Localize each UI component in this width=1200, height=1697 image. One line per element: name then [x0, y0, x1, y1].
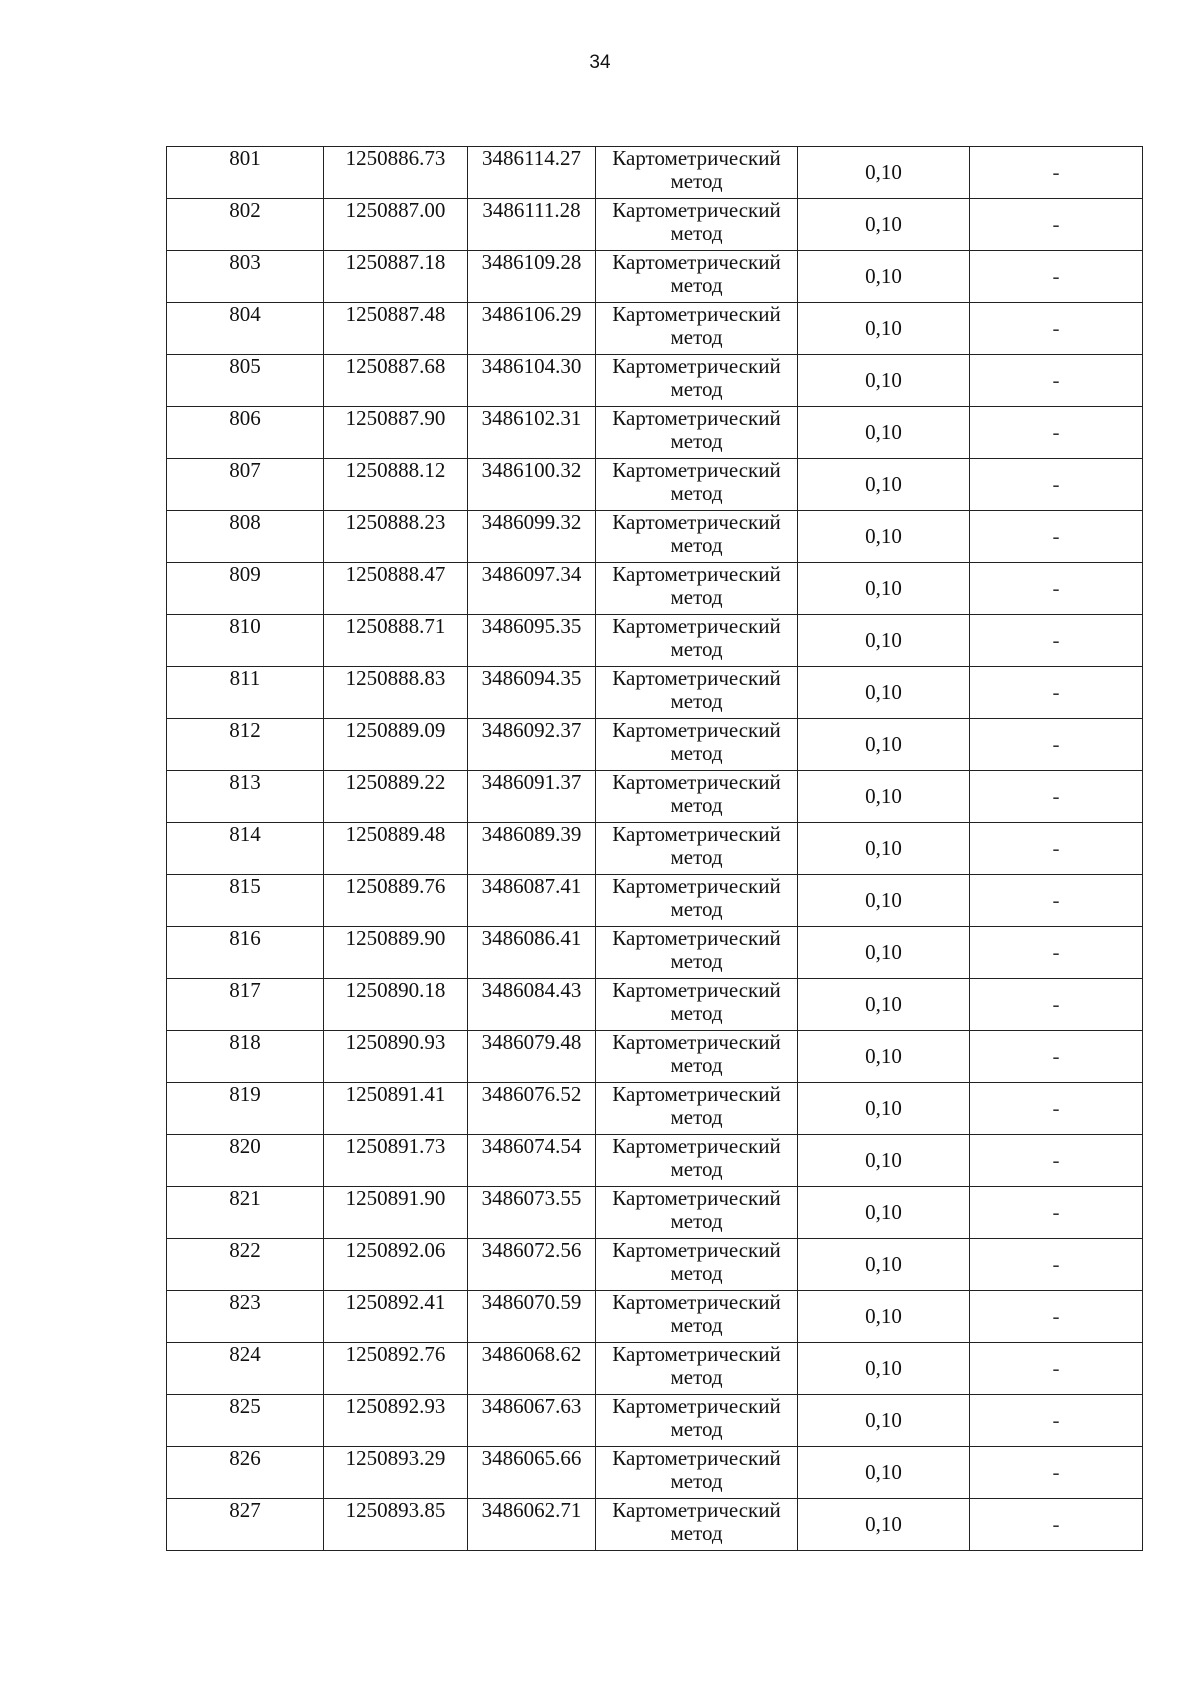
method-name-line: Картометрический	[612, 874, 781, 898]
y-coordinate-cell: 3486104.30	[468, 355, 596, 407]
y-coordinate-cell: 3486070.59	[468, 1291, 596, 1343]
accuracy-cell: 0,10	[798, 1291, 970, 1343]
table-row	[167, 823, 1143, 875]
table-row	[167, 1135, 1143, 1187]
method-name-line: Картометрический	[612, 1134, 781, 1158]
note-cell: -	[970, 1447, 1143, 1499]
table-row	[167, 407, 1143, 459]
y-coordinate-cell: 3486072.56	[468, 1239, 596, 1291]
note-cell: -	[970, 1239, 1143, 1291]
accuracy-cell: 0,10	[798, 147, 970, 199]
table-row	[167, 303, 1143, 355]
y-coordinate-cell: 3486076.52	[468, 1083, 596, 1135]
x-coordinate-cell: 1250887.68	[324, 355, 468, 407]
table-row	[167, 1239, 1143, 1291]
point-number-cell: 819	[167, 1083, 324, 1135]
note-cell: -	[970, 355, 1143, 407]
note-cell: -	[970, 1083, 1143, 1135]
table-row	[167, 251, 1143, 303]
y-coordinate-cell: 3486114.27	[468, 147, 596, 199]
method-name-line: Картометрический	[612, 1498, 781, 1522]
y-coordinate-cell: 3486109.28	[468, 251, 596, 303]
table-row	[167, 355, 1143, 407]
accuracy-cell: 0,10	[798, 615, 970, 667]
method-name-line: Картометрический	[612, 1238, 781, 1262]
y-coordinate-cell: 3486086.41	[468, 927, 596, 979]
x-coordinate-cell: 1250891.41	[324, 1083, 468, 1135]
y-coordinate-cell: 3486084.43	[468, 979, 596, 1031]
point-number-cell: 809	[167, 563, 324, 615]
method-cell	[596, 719, 798, 771]
note-cell: -	[970, 667, 1143, 719]
y-coordinate-cell: 3486074.54	[468, 1135, 596, 1187]
point-number-cell: 813	[167, 771, 324, 823]
table-row	[167, 563, 1143, 615]
method-cell	[596, 199, 798, 251]
method-name-line: Картометрический	[612, 146, 781, 170]
point-number-cell: 804	[167, 303, 324, 355]
accuracy-cell: 0,10	[798, 511, 970, 563]
method-name-line: метод	[670, 273, 723, 297]
note-cell: -	[970, 1135, 1143, 1187]
y-coordinate-cell: 3486094.35	[468, 667, 596, 719]
accuracy-cell: 0,10	[798, 927, 970, 979]
table-row	[167, 511, 1143, 563]
method-cell	[596, 459, 798, 511]
method-name-line: метод	[670, 1209, 723, 1233]
table-row	[167, 1447, 1143, 1499]
point-number-cell: 806	[167, 407, 324, 459]
method-name-line: метод	[670, 1157, 723, 1181]
y-coordinate-cell: 3486062.71	[468, 1499, 596, 1551]
method-cell	[596, 251, 798, 303]
point-number-cell: 814	[167, 823, 324, 875]
y-coordinate-cell: 3486065.66	[468, 1447, 596, 1499]
table-row	[167, 1083, 1143, 1135]
method-cell	[596, 303, 798, 355]
method-name-line: Картометрический	[612, 406, 781, 430]
table-row	[167, 719, 1143, 771]
method-cell	[596, 1239, 798, 1291]
y-coordinate-cell: 3486089.39	[468, 823, 596, 875]
method-name-line: метод	[670, 1469, 723, 1493]
note-cell: -	[970, 1187, 1143, 1239]
method-name-line: метод	[670, 1053, 723, 1077]
method-name-line: Картометрический	[612, 1030, 781, 1054]
method-cell	[596, 1031, 798, 1083]
table-row	[167, 771, 1143, 823]
method-cell	[596, 1187, 798, 1239]
method-name-line: Картометрический	[612, 562, 781, 586]
y-coordinate-cell: 3486097.34	[468, 563, 596, 615]
accuracy-cell: 0,10	[798, 1499, 970, 1551]
coordinates-table	[166, 146, 1143, 1551]
x-coordinate-cell: 1250889.76	[324, 875, 468, 927]
note-cell: -	[970, 1291, 1143, 1343]
point-number-cell: 807	[167, 459, 324, 511]
point-number-cell: 824	[167, 1343, 324, 1395]
y-coordinate-cell: 3486106.29	[468, 303, 596, 355]
method-name-line: Картометрический	[612, 510, 781, 534]
method-name-line: метод	[670, 169, 723, 193]
note-cell: -	[970, 1343, 1143, 1395]
y-coordinate-cell: 3486092.37	[468, 719, 596, 771]
method-name-line: метод	[670, 221, 723, 245]
x-coordinate-cell: 1250886.73	[324, 147, 468, 199]
method-name-line: Картометрический	[612, 1394, 781, 1418]
x-coordinate-cell: 1250889.22	[324, 771, 468, 823]
point-number-cell: 823	[167, 1291, 324, 1343]
method-name-line: Картометрический	[612, 458, 781, 482]
accuracy-cell: 0,10	[798, 1031, 970, 1083]
note-cell: -	[970, 823, 1143, 875]
page-number: 34	[589, 52, 611, 73]
accuracy-cell: 0,10	[798, 355, 970, 407]
method-name-line: метод	[670, 1001, 723, 1025]
x-coordinate-cell: 1250887.18	[324, 251, 468, 303]
x-coordinate-cell: 1250888.12	[324, 459, 468, 511]
note-cell: -	[970, 771, 1143, 823]
table-row	[167, 1291, 1143, 1343]
table-row	[167, 927, 1143, 979]
accuracy-cell: 0,10	[798, 1239, 970, 1291]
table-row	[167, 1499, 1143, 1551]
method-name-line: Картометрический	[612, 614, 781, 638]
x-coordinate-cell: 1250893.29	[324, 1447, 468, 1499]
y-coordinate-cell: 3486095.35	[468, 615, 596, 667]
accuracy-cell: 0,10	[798, 979, 970, 1031]
note-cell: -	[970, 875, 1143, 927]
note-cell: -	[970, 719, 1143, 771]
method-name-line: Картометрический	[612, 354, 781, 378]
y-coordinate-cell: 3486087.41	[468, 875, 596, 927]
x-coordinate-cell: 1250887.48	[324, 303, 468, 355]
method-name-line: метод	[670, 481, 723, 505]
method-cell	[596, 511, 798, 563]
note-cell: -	[970, 1499, 1143, 1551]
method-cell	[596, 667, 798, 719]
note-cell: -	[970, 251, 1143, 303]
y-coordinate-cell: 3486067.63	[468, 1395, 596, 1447]
accuracy-cell: 0,10	[798, 1343, 970, 1395]
method-cell	[596, 875, 798, 927]
method-name-line: Картометрический	[612, 1082, 781, 1106]
method-name-line: метод	[670, 325, 723, 349]
y-coordinate-cell: 3486079.48	[468, 1031, 596, 1083]
accuracy-cell: 0,10	[798, 199, 970, 251]
method-cell	[596, 771, 798, 823]
method-name-line: метод	[670, 949, 723, 973]
method-name-line: метод	[670, 1417, 723, 1441]
point-number-cell: 816	[167, 927, 324, 979]
accuracy-cell: 0,10	[798, 407, 970, 459]
accuracy-cell: 0,10	[798, 771, 970, 823]
method-name-line: Картометрический	[612, 198, 781, 222]
method-cell	[596, 823, 798, 875]
note-cell: -	[970, 927, 1143, 979]
accuracy-cell: 0,10	[798, 1135, 970, 1187]
table-row	[167, 147, 1143, 199]
point-number-cell: 817	[167, 979, 324, 1031]
point-number-cell: 826	[167, 1447, 324, 1499]
method-name-line: Картометрический	[612, 1186, 781, 1210]
note-cell: -	[970, 303, 1143, 355]
point-number-cell: 815	[167, 875, 324, 927]
method-name-line: метод	[670, 689, 723, 713]
point-number-cell: 818	[167, 1031, 324, 1083]
method-cell	[596, 1499, 798, 1551]
note-cell: -	[970, 511, 1143, 563]
accuracy-cell: 0,10	[798, 303, 970, 355]
note-cell: -	[970, 615, 1143, 667]
method-name-line: метод	[670, 1521, 723, 1545]
point-number-cell: 811	[167, 667, 324, 719]
note-cell: -	[970, 979, 1143, 1031]
method-name-line: Картометрический	[612, 666, 781, 690]
x-coordinate-cell: 1250888.47	[324, 563, 468, 615]
point-number-cell: 827	[167, 1499, 324, 1551]
method-cell	[596, 615, 798, 667]
accuracy-cell: 0,10	[798, 563, 970, 615]
method-cell	[596, 407, 798, 459]
method-cell	[596, 147, 798, 199]
accuracy-cell: 0,10	[798, 875, 970, 927]
method-cell	[596, 1083, 798, 1135]
point-number-cell: 801	[167, 147, 324, 199]
method-name-line: Картометрический	[612, 302, 781, 326]
accuracy-cell: 0,10	[798, 1395, 970, 1447]
method-name-line: метод	[670, 1313, 723, 1337]
x-coordinate-cell: 1250892.93	[324, 1395, 468, 1447]
method-name-line: метод	[670, 1365, 723, 1389]
point-number-cell: 812	[167, 719, 324, 771]
table-row	[167, 1395, 1143, 1447]
method-cell	[596, 1395, 798, 1447]
table-row	[167, 459, 1143, 511]
method-cell	[596, 1291, 798, 1343]
method-name-line: метод	[670, 533, 723, 557]
table-row	[167, 875, 1143, 927]
method-name-line: Картометрический	[612, 250, 781, 274]
y-coordinate-cell: 3486091.37	[468, 771, 596, 823]
y-coordinate-cell: 3486100.32	[468, 459, 596, 511]
method-name-line: Картометрический	[612, 978, 781, 1002]
method-name-line: Картометрический	[612, 926, 781, 950]
method-cell	[596, 979, 798, 1031]
table-row	[167, 667, 1143, 719]
y-coordinate-cell: 3486102.31	[468, 407, 596, 459]
method-name-line: Картометрический	[612, 718, 781, 742]
table-row	[167, 199, 1143, 251]
method-name-line: Картометрический	[612, 770, 781, 794]
x-coordinate-cell: 1250890.93	[324, 1031, 468, 1083]
point-number-cell: 822	[167, 1239, 324, 1291]
x-coordinate-cell: 1250888.23	[324, 511, 468, 563]
table-row	[167, 1343, 1143, 1395]
method-cell	[596, 927, 798, 979]
x-coordinate-cell: 1250889.09	[324, 719, 468, 771]
x-coordinate-cell: 1250892.06	[324, 1239, 468, 1291]
method-name-line: метод	[670, 637, 723, 661]
accuracy-cell: 0,10	[798, 719, 970, 771]
method-name-line: метод	[670, 897, 723, 921]
y-coordinate-cell: 3486099.32	[468, 511, 596, 563]
note-cell: -	[970, 563, 1143, 615]
point-number-cell: 808	[167, 511, 324, 563]
method-name-line: метод	[670, 845, 723, 869]
accuracy-cell: 0,10	[798, 823, 970, 875]
accuracy-cell: 0,10	[798, 1447, 970, 1499]
method-name-line: метод	[670, 1261, 723, 1285]
x-coordinate-cell: 1250888.71	[324, 615, 468, 667]
point-number-cell: 821	[167, 1187, 324, 1239]
note-cell: -	[970, 1031, 1143, 1083]
point-number-cell: 805	[167, 355, 324, 407]
method-cell	[596, 1343, 798, 1395]
table-row	[167, 1187, 1143, 1239]
method-cell	[596, 563, 798, 615]
table-row	[167, 1031, 1143, 1083]
x-coordinate-cell: 1250887.90	[324, 407, 468, 459]
note-cell: -	[970, 1395, 1143, 1447]
note-cell: -	[970, 199, 1143, 251]
note-cell: -	[970, 147, 1143, 199]
method-name-line: метод	[670, 793, 723, 817]
method-cell	[596, 1447, 798, 1499]
x-coordinate-cell: 1250888.83	[324, 667, 468, 719]
note-cell: -	[970, 407, 1143, 459]
method-cell	[596, 1135, 798, 1187]
accuracy-cell: 0,10	[798, 1187, 970, 1239]
x-coordinate-cell: 1250893.85	[324, 1499, 468, 1551]
method-name-line: Картометрический	[612, 1290, 781, 1314]
point-number-cell: 825	[167, 1395, 324, 1447]
x-coordinate-cell: 1250889.48	[324, 823, 468, 875]
table-row	[167, 979, 1143, 1031]
method-name-line: метод	[670, 585, 723, 609]
method-name-line: метод	[670, 429, 723, 453]
x-coordinate-cell: 1250892.41	[324, 1291, 468, 1343]
method-name-line: метод	[670, 741, 723, 765]
x-coordinate-cell: 1250891.73	[324, 1135, 468, 1187]
x-coordinate-cell: 1250889.90	[324, 927, 468, 979]
x-coordinate-cell: 1250891.90	[324, 1187, 468, 1239]
y-coordinate-cell: 3486068.62	[468, 1343, 596, 1395]
point-number-cell: 820	[167, 1135, 324, 1187]
coordinates-table-body	[167, 147, 1143, 1551]
point-number-cell: 810	[167, 615, 324, 667]
accuracy-cell: 0,10	[798, 459, 970, 511]
y-coordinate-cell: 3486073.55	[468, 1187, 596, 1239]
method-name-line: Картометрический	[612, 822, 781, 846]
method-name-line: Картометрический	[612, 1446, 781, 1470]
method-name-line: Картометрический	[612, 1342, 781, 1366]
y-coordinate-cell: 3486111.28	[468, 199, 596, 251]
x-coordinate-cell: 1250892.76	[324, 1343, 468, 1395]
point-number-cell: 803	[167, 251, 324, 303]
method-cell	[596, 355, 798, 407]
note-cell: -	[970, 459, 1143, 511]
x-coordinate-cell: 1250887.00	[324, 199, 468, 251]
method-name-line: метод	[670, 1105, 723, 1129]
accuracy-cell: 0,10	[798, 251, 970, 303]
method-name-line: метод	[670, 377, 723, 401]
point-number-cell: 802	[167, 199, 324, 251]
accuracy-cell: 0,10	[798, 667, 970, 719]
table-row	[167, 615, 1143, 667]
x-coordinate-cell: 1250890.18	[324, 979, 468, 1031]
accuracy-cell: 0,10	[798, 1083, 970, 1135]
